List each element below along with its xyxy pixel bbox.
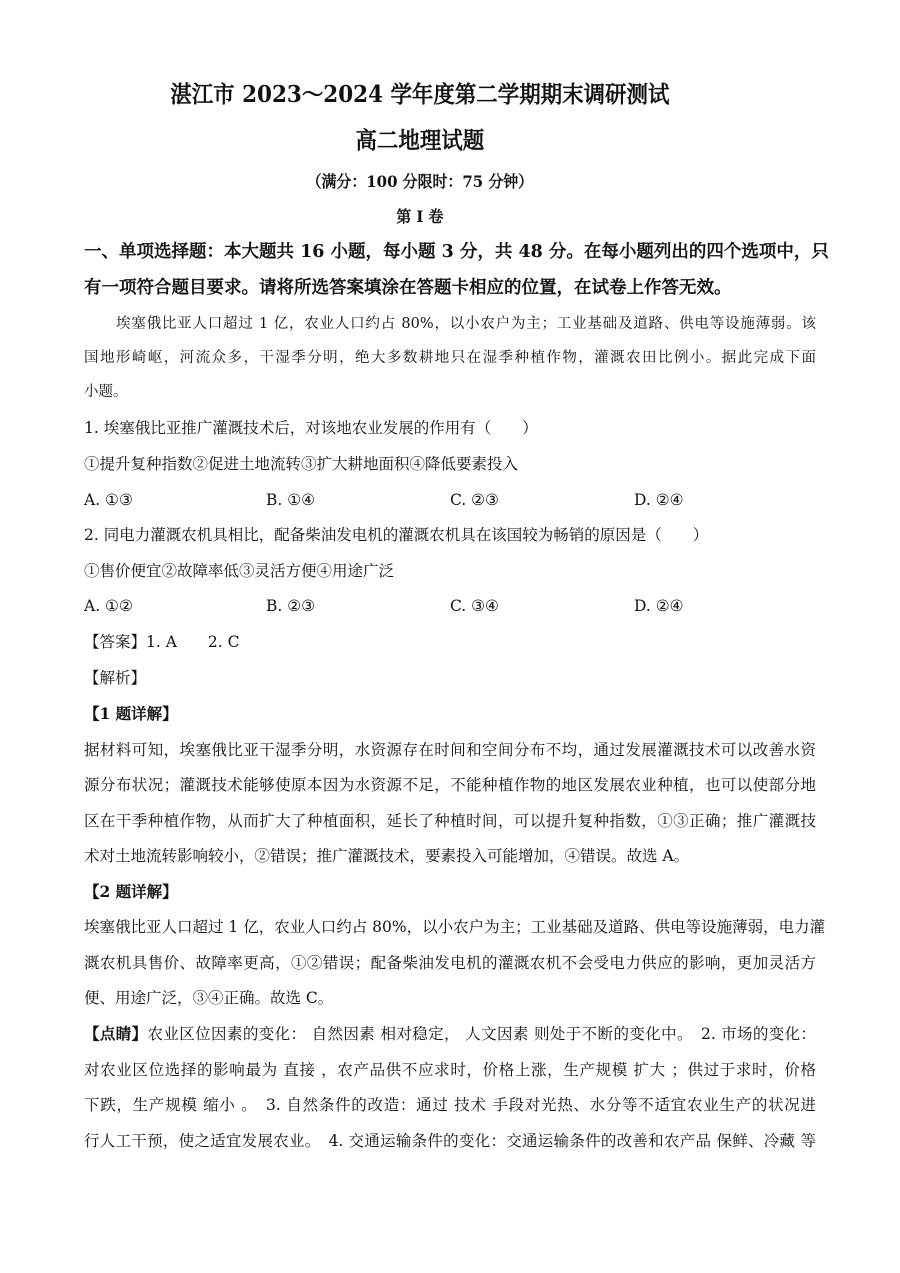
note-line-3: 下跌，生产规模 缩小 。 3. 自然条件的改造：通过 技术 手段对光热、水分等不适宜农业生产的状况进 [84, 1096, 816, 1114]
answer-label: 【答案】 [84, 633, 147, 651]
detail-1-line-4: 术对土地流转影响较小，②错误；推广灌溉技术，要素投入可能增加，④错误。故选 A。 [84, 847, 690, 865]
note-line-4: 行人工干预，使之适宜发展农业。 4. 交通运输条件的变化：交通运输条件的改善和农产品 保鲜、冷藏 等 [84, 1132, 816, 1150]
exam-subtitle: 高二地理试题 [355, 127, 485, 154]
instructions-line-2: 有一项符合题目要求。请将所选答案填涂在答题卡相应的位置，在试卷上作答无效。 [84, 278, 732, 298]
detail-1-line-3: 区在干季种植作物，从而扩大了种植面积，延长了种植时间，可以提升复种指数，①③正确；推广灌溉技 [84, 812, 816, 830]
exam-title: 湛江市 2023～2024 学年度第二学期期末调研测试 [170, 81, 670, 108]
answer-values: 1. A 2. C [146, 633, 240, 651]
question-2-items: ①售价便宜②故障率低③灵活方便④用途广泛 [84, 562, 395, 580]
question-2-option-a: A. ①② [84, 597, 133, 615]
question-1-items: ①提升复种指数②促进土地流转③扩大耕地面积④降低要素投入 [84, 455, 519, 473]
note-line-1 [84, 1024, 816, 1044]
material-line-2: 国地形崎岖，河流众多，干湿季分明，绝大多数耕地只在湿季种植作物，灌溉农田比例小。据此完成下面 [84, 350, 816, 366]
volume-label: 第 I 卷 [396, 207, 444, 226]
detail-2-line-1: 埃塞俄比亚人口超过 1 亿，农业人口约占 80%，以小农户为主；工业基础及道路、供电等设施薄弱，电力灌 [84, 918, 826, 936]
material-line-3: 小题。 [84, 384, 128, 400]
analysis-label: 【解析】 [84, 669, 147, 687]
question-1-option-a: A. ①③ [84, 491, 133, 509]
note-label: 【点睛】 [84, 1024, 148, 1043]
question-1-option-d: D. ②④ [634, 491, 684, 509]
question-2-option-d: D. ②④ [634, 597, 684, 615]
exam-meta: （满分：100 分限时：75 分钟） [306, 172, 534, 191]
detail-2-line-2: 溉农机具售价、故障率更高，①②错误；配备柴油发电机的灌溉农机不会受电力供应的影响，更加灵活方 [84, 954, 816, 972]
question-2-option-c: C. ③④ [450, 597, 499, 615]
question-1-option-b: B. ①④ [266, 491, 316, 509]
detail-1-line-2: 源分布状况；灌溉技术能够使原本因为水资源不足，不能种植作物的地区发展农业种植，也可以使部分地 [84, 776, 816, 794]
detail-2-line-3: 便、用途广泛，③④正确。故选 C。 [84, 989, 334, 1007]
material-line-1: 埃塞俄比亚人口超过 1 亿，农业人口约占 80%，以小农户为主；工业基础及道路、供电等设施薄弱。该 [116, 316, 816, 332]
detail-1-line-1: 据材料可知，埃塞俄比亚干湿季分明，水资源存在时间和空间分布不均，通过发展灌溉技术可以改善水资 [84, 741, 816, 759]
detail-1-label: 【1 题详解】 [84, 704, 178, 723]
question-2-stem: 2. 同电力灌溉农机具相比，配备柴油发电机的灌溉农机具在该国较为畅销的原因是（ ） [84, 526, 709, 544]
answer-line [84, 632, 240, 652]
detail-2-label: 【2 题详解】 [84, 882, 178, 901]
question-2-option-b: B. ②③ [266, 597, 316, 615]
question-1-option-c: C. ②③ [450, 491, 499, 509]
question-1-stem: 1. 埃塞俄比亚推广灌溉技术后，对该地农业发展的作用有（ ） [84, 419, 538, 437]
instructions-line-1: 一、单项选择题：本大题共 16 小题，每小题 3 分，共 48 分。在每小题列出的四个选项中，只 [84, 242, 829, 262]
note-line-1-text: 农业区位因素的变化： 自然因素 相对稳定， 人文因素 则处于不断的变化中。 2. 市场的变化： [147, 1025, 816, 1043]
note-line-2: 对农业区位选择的影响最为 直接 ，农产品供不应求时，价格上涨，生产规模 扩大 ；供过于求时，价格 [84, 1061, 816, 1079]
